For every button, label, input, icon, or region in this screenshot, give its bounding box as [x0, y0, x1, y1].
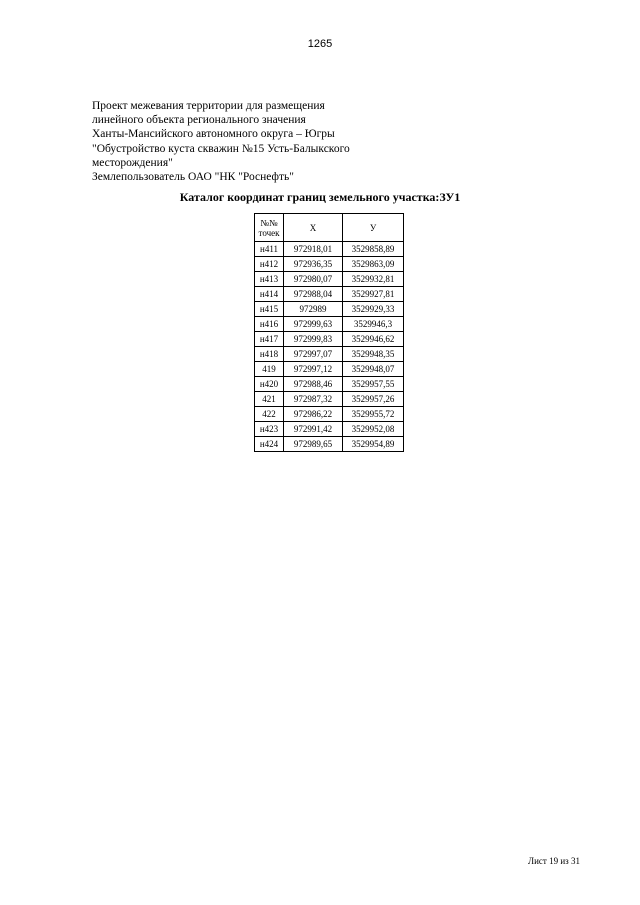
x-cell: 972987,32: [284, 392, 343, 407]
x-cell: 972991,42: [284, 422, 343, 437]
y-cell: 3529948,35: [343, 347, 404, 362]
header-line: "Обустройство куста скважин №15 Усть-Балыкского: [92, 142, 350, 155]
y-cell: 3529957,26: [343, 392, 404, 407]
y-cell: 3529954,89: [343, 437, 404, 452]
x-cell: 972999,63: [284, 317, 343, 332]
table-row: [255, 347, 404, 362]
table-row: [255, 302, 404, 317]
table-row: [255, 317, 404, 332]
header-line: Землепользователь ОАО "НК "Роснефть": [92, 171, 294, 184]
column-header-x: Х: [284, 214, 343, 242]
project-header: [92, 99, 412, 184]
y-cell: 3529927,81: [343, 287, 404, 302]
page-number: 1265: [307, 38, 333, 50]
point-cell: н412: [255, 257, 284, 272]
y-cell: 3529957,55: [343, 377, 404, 392]
point-cell: н423: [255, 422, 284, 437]
table-header-row: [255, 214, 404, 242]
y-cell: 3529955,72: [343, 407, 404, 422]
table-row: [255, 392, 404, 407]
y-cell: 3529863,09: [343, 257, 404, 272]
point-cell: н418: [255, 347, 284, 362]
sheet-footer: Лист 19 из 31: [528, 856, 580, 866]
y-cell: 3529952,08: [343, 422, 404, 437]
column-header-y: У: [343, 214, 404, 242]
header-line: Проект межевания территории для размещения: [92, 100, 325, 112]
table-row: [255, 377, 404, 392]
point-cell: 422: [255, 407, 284, 422]
y-cell: 3529929,33: [343, 302, 404, 317]
table-row: [255, 362, 404, 377]
x-cell: 972980,07: [284, 272, 343, 287]
x-cell: 972989: [284, 302, 343, 317]
header-line: линейного объекта регионального значения: [92, 114, 306, 127]
point-cell: 419: [255, 362, 284, 377]
column-header-point-line1: №№: [260, 217, 278, 228]
y-cell: 3529932,81: [343, 272, 404, 287]
y-cell: 3529946,3: [343, 317, 404, 332]
header-line: Ханты-Мансийского автономного округа – Югры: [92, 128, 335, 141]
coordinates-table: [254, 213, 404, 452]
x-cell: 972989,65: [284, 437, 343, 452]
y-cell: 3529948,07: [343, 362, 404, 377]
x-cell: 972986,22: [284, 407, 343, 422]
table-row: [255, 242, 404, 257]
table-row: [255, 287, 404, 302]
table-body: [255, 242, 404, 452]
table-row: [255, 332, 404, 347]
point-cell: н414: [255, 287, 284, 302]
point-cell: н415: [255, 302, 284, 317]
x-cell: 972918,01: [284, 242, 343, 257]
point-cell: н413: [255, 272, 284, 287]
y-cell: 3529858,89: [343, 242, 404, 257]
y-cell: 3529946,62: [343, 332, 404, 347]
column-header-point-line2: точек: [258, 227, 280, 238]
point-cell: н420: [255, 377, 284, 392]
point-cell: н424: [255, 437, 284, 452]
x-cell: 972988,04: [284, 287, 343, 302]
point-cell: н416: [255, 317, 284, 332]
table-row: [255, 257, 404, 272]
table-row: [255, 272, 404, 287]
point-cell: н411: [255, 242, 284, 257]
table-row: [255, 437, 404, 452]
column-header-point: [255, 214, 284, 242]
table-row: [255, 407, 404, 422]
x-cell: 972997,07: [284, 347, 343, 362]
point-cell: 421: [255, 392, 284, 407]
header-line: месторождения": [92, 156, 173, 169]
x-cell: 972988,46: [284, 377, 343, 392]
point-cell: н417: [255, 332, 284, 347]
x-cell: 972936,35: [284, 257, 343, 272]
catalog-title: Каталог координат границ земельного участка:ЗУ1: [179, 190, 461, 204]
x-cell: 972999,83: [284, 332, 343, 347]
x-cell: 972997,12: [284, 362, 343, 377]
table-row: [255, 422, 404, 437]
